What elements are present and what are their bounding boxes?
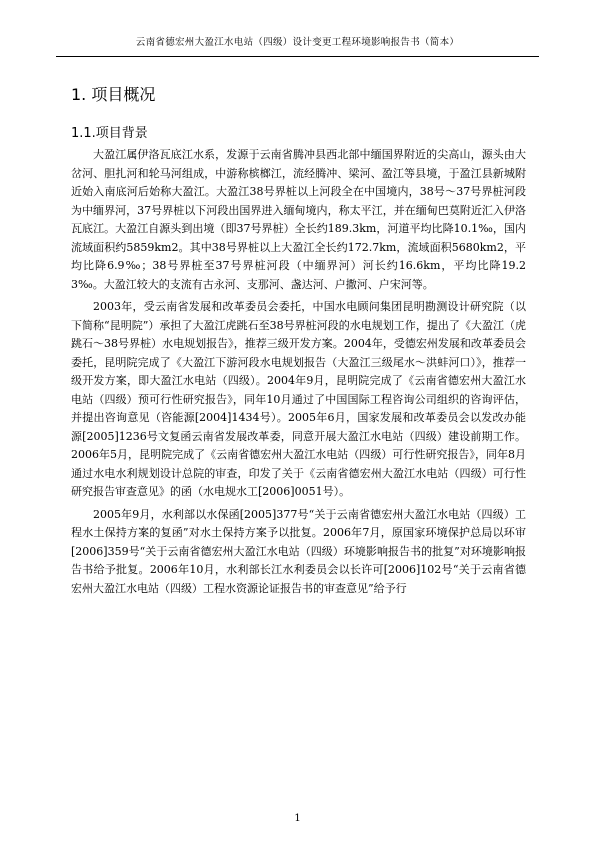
- subsection-heading: 1.1.项目背景: [71, 126, 148, 141]
- page-header: [56, 36, 539, 57]
- paragraph: 大盈江属伊洛瓦底江水系，发源于云南省腾冲县西北部中缅国界附近的尖高山，源头由大岔河、胆扎河和轮马河组成，中游称槟榔江，流经腾冲、梁河、盈江等县境，于盈江县新城附近始入南底河后始称大盈江。大盈江38号界桩以上河段全在中国境内，38号～37号界桩河段为中缅界河，37号界桩以下河段出国界进入缅甸境内，称太平江，并在缅甸巴莫附近汇入伊洛瓦底江。大盈江自源头到出境（即37号界桩）全长约189.3km，河道平均比降10.1‰，国内流域面积约5859km2。其中38号界桩以上大盈江全长约172.7km，流域面积5680km2，平均比降6.9‰；38号界桩至37号界桩河段（中缅界河）河长约16.6km，平均比降19.23‰。大盈江较大的支流有古永河、支那河、盏达河、户撒河、户宋河等。: [71, 148, 526, 291]
- body-text: [71, 146, 526, 598]
- header-title: 云南省德宏州大盈江水电站（四级）设计变更工程环境影响报告书（简本）: [135, 37, 460, 48]
- section-heading: 1. 项目概况: [71, 85, 156, 104]
- paragraph: 2005年9月，水利部以水保函[2005]377号“关于云南省德宏州大盈江水电站（四级）工程水土保持方案的复函”对水土保持方案予以批复。2006年7月，原国家环境保护总局以环审[2006]359号“关于云南省德宏州大盈江水电站（四级）环境影响报告书的批复”对环境影响报告书给予批复。2006年10月，水利部长江水利委员会以长许可[2006]102号“关于云南省德宏州大盈江水电站（四级）工程水资源论证报告书的审查意见”给予行: [71, 507, 526, 595]
- paragraph: 2003年，受云南省发展和改革委员会委托，中国水电顾问集团昆明勘测设计研究院（以下简称“昆明院”）承担了大盈江虎跳石至38号界桩河段的水电规划工作，提出了《大盈江（虎跳石～38号界桩）水电规划报告》，推荐三级开发方案。2004年，受德宏州发展和改革委员会委托，昆明院完成了《大盈江下游河段水电规划报告（大盈江三级尾水～洪蚌河口）》，推荐一级开发方案，即大盈江水电站（四级）。2004年9月，昆明院完成了《云南省德宏州大盈江水电站（四级）预可行性研究报告》，同年10月通过了中国国际工程咨询公司组织的咨询评估，并提出咨询意见（咨能源[2004]1434号）。2005年6月，国家发展和改革委员会以发改办能源[2005]1236号文复函云南省发展改革委，同意开展大盈江水电站（四级）建设前期工作。2006年5月，昆明院完成了《云南省德宏州大盈江水电站（四级）可行性研究报告》，同年8月通过水电水利规划设计总院的审查，印发了关于《云南省德宏州大盈江水电站（四级）可行性研究报告审查意见》的函（水电规水工[2006]0051号）。: [71, 300, 526, 498]
- page-number: 1: [294, 813, 301, 824]
